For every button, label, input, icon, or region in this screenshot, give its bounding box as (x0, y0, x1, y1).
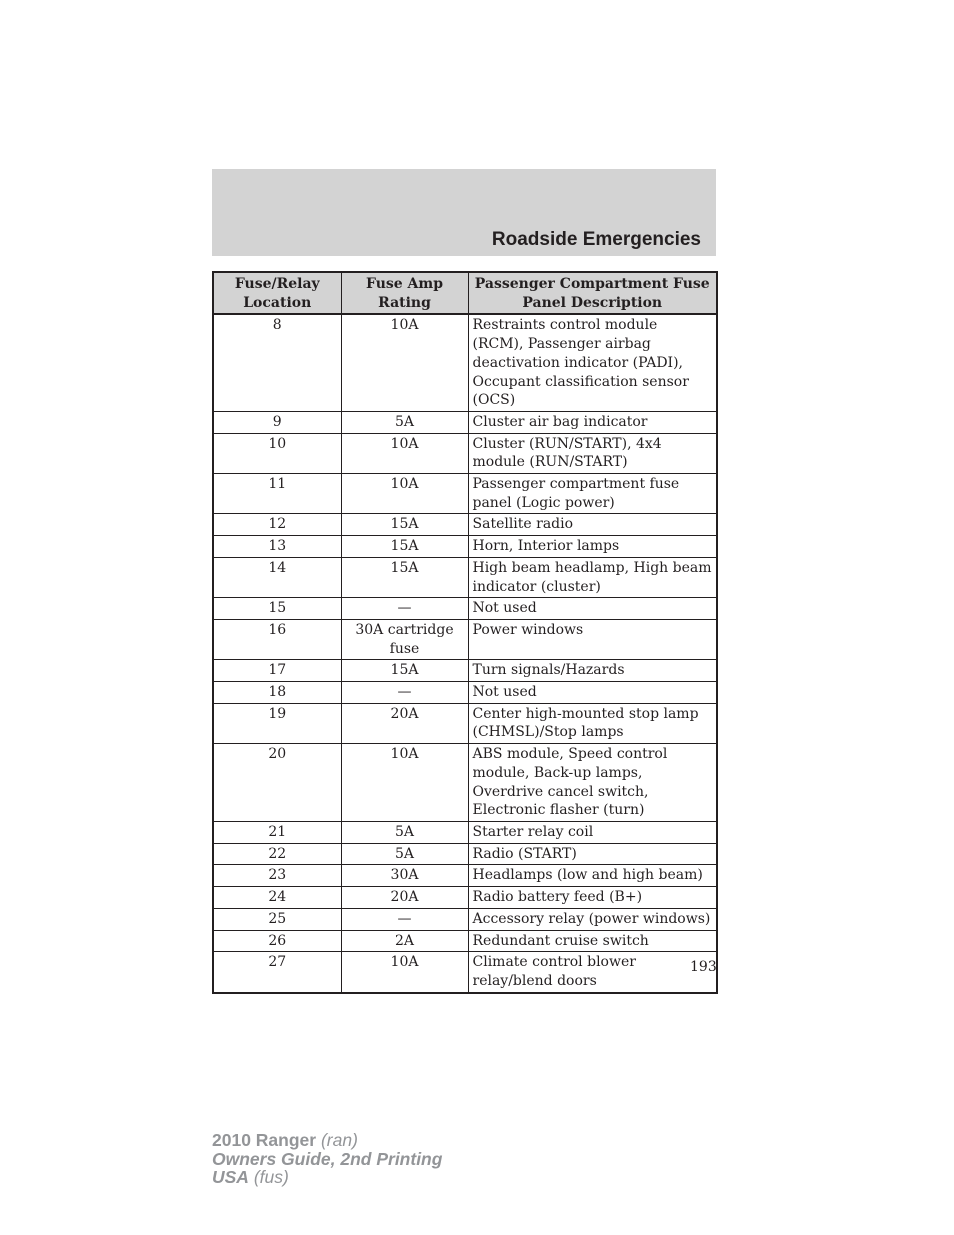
footer-market-code: (fus) (253, 1167, 289, 1187)
fuse-rating-cell: 20A (341, 887, 468, 909)
footer-line-2: Owners Guide, 2nd Printing (212, 1148, 443, 1169)
fuse-rating-cell: 15A (341, 557, 468, 597)
fuse-location-cell: 14 (213, 557, 341, 597)
table-row (213, 744, 717, 822)
column-header-description: Passenger Compartment Fuse Panel Description (468, 272, 717, 314)
fuse-rating-cell: 10A (341, 744, 468, 822)
footer-line-1 (212, 1131, 442, 1150)
fuse-rating-cell: — (341, 598, 468, 620)
footer (212, 1131, 442, 1187)
table-header-row (213, 272, 717, 314)
column-header-rating: Fuse Amp Rating (341, 272, 468, 314)
fuse-description-cell: Turn signals/Hazards (468, 660, 717, 682)
table-row (213, 411, 717, 433)
fuse-rating-cell: 5A (341, 843, 468, 865)
table-row (213, 660, 717, 682)
fuse-description-cell: Satellite radio (468, 514, 717, 536)
fuse-description-cell: Starter relay coil (468, 821, 717, 843)
table-row (213, 843, 717, 865)
fuse-location-cell: 12 (213, 514, 341, 536)
fuse-location-cell: 26 (213, 930, 341, 952)
table-row (213, 930, 717, 952)
fuse-description-cell: Accessory relay (power windows) (468, 908, 717, 930)
section-title: Roadside Emergencies (491, 229, 701, 250)
table-row (213, 952, 717, 993)
fuse-location-cell: 23 (213, 865, 341, 887)
fuse-description-cell: Climate control blower relay/blend doors (468, 952, 717, 993)
fuse-rating-cell: — (341, 682, 468, 704)
table-row (213, 865, 717, 887)
fuse-location-cell: 10 (213, 433, 341, 473)
footer-model-code: (ran) (320, 1130, 358, 1150)
fuse-table (212, 271, 718, 994)
fuse-rating-cell: 5A (341, 411, 468, 433)
table-body (213, 314, 717, 992)
table-row (213, 433, 717, 473)
fuse-location-cell: 9 (213, 411, 341, 433)
fuse-description-cell: Cluster (RUN/START), 4x4 module (RUN/START) (468, 433, 717, 473)
fuse-rating-cell: 2A (341, 930, 468, 952)
fuse-rating-cell: 30A (341, 865, 468, 887)
table-row (213, 536, 717, 558)
fuse-rating-cell: 10A (341, 433, 468, 473)
fuse-description-cell: Horn, Interior lamps (468, 536, 717, 558)
fuse-rating-cell: 15A (341, 536, 468, 558)
fuse-location-cell: 8 (213, 314, 341, 411)
fuse-location-cell: 21 (213, 821, 341, 843)
page-number: 193 (690, 959, 717, 975)
fuse-rating-cell: 10A (341, 474, 468, 514)
table-row (213, 682, 717, 704)
fuse-rating-cell: 15A (341, 514, 468, 536)
fuse-description-cell: Power windows (468, 619, 717, 659)
column-header-location: Fuse/Relay Location (213, 272, 341, 314)
table-row (213, 821, 717, 843)
fuse-location-cell: 13 (213, 536, 341, 558)
fuse-description-cell: Cluster air bag indicator (468, 411, 717, 433)
table-row (213, 474, 717, 514)
fuse-location-cell: 11 (213, 474, 341, 514)
fuse-description-cell: Not used (468, 598, 717, 620)
fuse-rating-cell: — (341, 908, 468, 930)
footer-line-3 (212, 1168, 442, 1187)
fuse-description-cell: Redundant cruise switch (468, 930, 717, 952)
fuse-location-cell: 16 (213, 619, 341, 659)
fuse-location-cell: 20 (213, 744, 341, 822)
fuse-location-cell: 25 (213, 908, 341, 930)
fuse-location-cell: 15 (213, 598, 341, 620)
table-row (213, 619, 717, 659)
footer-market: USA (212, 1167, 249, 1187)
fuse-description-cell: Radio battery feed (B+) (468, 887, 717, 909)
fuse-location-cell: 19 (213, 703, 341, 743)
footer-model: 2010 Ranger (212, 1130, 317, 1150)
fuse-location-cell: 24 (213, 887, 341, 909)
table-row (213, 908, 717, 930)
fuse-rating-cell: 15A (341, 660, 468, 682)
fuse-location-cell: 27 (213, 952, 341, 993)
fuse-description-cell: ABS module, Speed control module, Back-up lamps, Overdrive cancel switch, Electronic flasher (turn) (468, 744, 717, 822)
fuse-description-cell: Radio (START) (468, 843, 717, 865)
fuse-location-cell: 22 (213, 843, 341, 865)
fuse-rating-cell: 10A (341, 314, 468, 411)
fuse-description-cell: Center high-mounted stop lamp (CHMSL)/Stop lamps (468, 703, 717, 743)
fuse-rating-cell: 10A (341, 952, 468, 993)
fuse-rating-cell: 5A (341, 821, 468, 843)
table-row (213, 314, 717, 411)
section-header-band (212, 169, 716, 256)
table-row (213, 703, 717, 743)
fuse-location-cell: 17 (213, 660, 341, 682)
fuse-rating-cell: 30A cartridge fuse (341, 619, 468, 659)
fuse-description-cell: Not used (468, 682, 717, 704)
fuse-description-cell: Headlamps (low and high beam) (468, 865, 717, 887)
table-row (213, 598, 717, 620)
fuse-location-cell: 18 (213, 682, 341, 704)
fuse-description-cell: Restraints control module (RCM), Passenger airbag deactivation indicator (PADI), Occupant classification sensor (OCS) (468, 314, 717, 411)
table-row (213, 514, 717, 536)
fuse-description-cell: High beam headlamp, High beam indicator (cluster) (468, 557, 717, 597)
fuse-description-cell: Passenger compartment fuse panel (Logic power) (468, 474, 717, 514)
table-row (213, 887, 717, 909)
fuse-rating-cell: 20A (341, 703, 468, 743)
table-row (213, 557, 717, 597)
